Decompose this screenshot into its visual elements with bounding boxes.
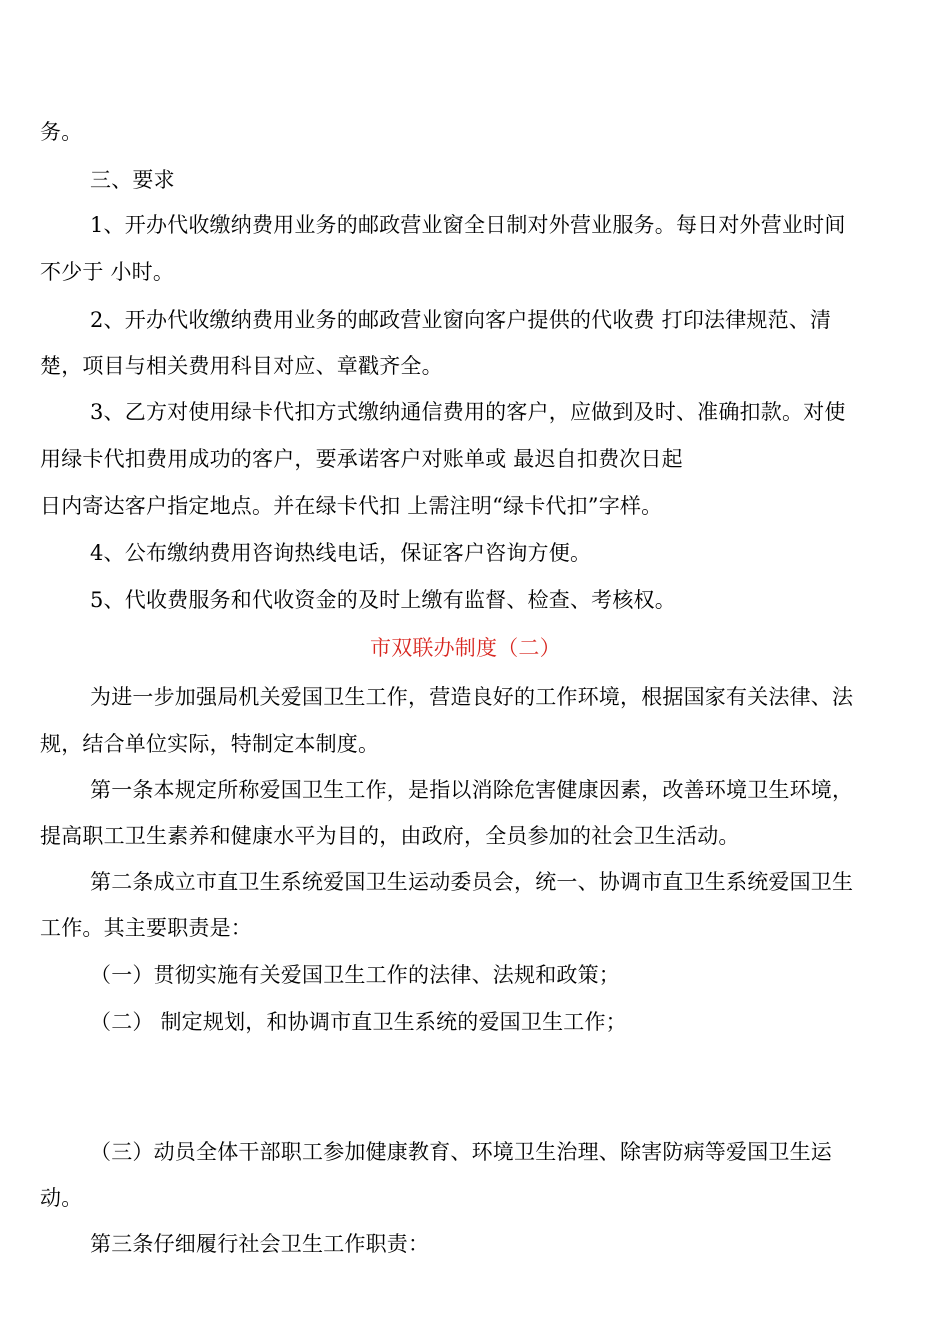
- text-line: 提高职工卫生素养和健康水平为目的，由政府，全员参加的社会卫生活动。: [40, 824, 740, 848]
- text-line: 楚，项目与相关费用科目对应、章戳齐全。: [40, 354, 443, 378]
- text-line: 不少于 小时。: [40, 260, 175, 284]
- text-line: 4、公布缴纳费用咨询热线电话，保证客户咨询方便。: [90, 541, 592, 565]
- text-line: 为进一步加强局机关爱国卫生工作，营造良好的工作环境，根据国家有关法律、法: [90, 685, 854, 709]
- document-title: 市双联办制度（二）: [370, 636, 561, 660]
- text-line: 第三条仔细履行社会卫生工作职责：: [90, 1232, 430, 1256]
- text-line: 2、开办代收缴纳费用业务的邮政营业窗向客户提供的代收费 打印法律规范、清: [90, 308, 832, 332]
- text-line: 第一条本规定所称爱国卫生工作，是指以消除危害健康因素，改善环境卫生环境，: [90, 778, 854, 802]
- text-line: 日内寄达客户指定地点。并在绿卡代扣 上需注明“绿卡代扣”字样。: [40, 494, 663, 518]
- section-heading: 三、要求: [90, 168, 175, 192]
- text-line: 5、代收费服务和代收资金的及时上缴有监督、检查、考核权。: [90, 588, 676, 612]
- text-line: 3、乙方对使用绿卡代扣方式缴纳通信费用的客户，应做到及时、准确扣款。对使: [90, 400, 846, 424]
- text-line: 务。: [40, 120, 83, 144]
- list-item: （一）贯彻实施有关爱国卫生工作的法律、法规和政策；: [90, 963, 620, 987]
- text-line: 工作。其主要职责是：: [40, 916, 252, 940]
- text-line: 动。: [40, 1186, 83, 1210]
- text-line: 用绿卡代扣费用成功的客户，要承诺客户对账单或 最迟自扣费次日起: [40, 447, 683, 471]
- text-line: 规，结合单位实际，特制定本制度。: [40, 732, 380, 756]
- text-line: 第二条成立市直卫生系统爱国卫生运动委员会，统一、协调市直卫生系统爱国卫生: [90, 870, 854, 894]
- text-line: 1、开办代收缴纳费用业务的邮政营业窗全日制对外营业服务。每日对外营业时间: [90, 213, 846, 237]
- list-item: （三）动员全体干部职工参加健康教育、环境卫生治理、除害防病等爱国卫生运: [90, 1140, 832, 1164]
- list-item: （二） 制定规划，和协调市直卫生系统的爱国卫生工作；: [90, 1010, 627, 1034]
